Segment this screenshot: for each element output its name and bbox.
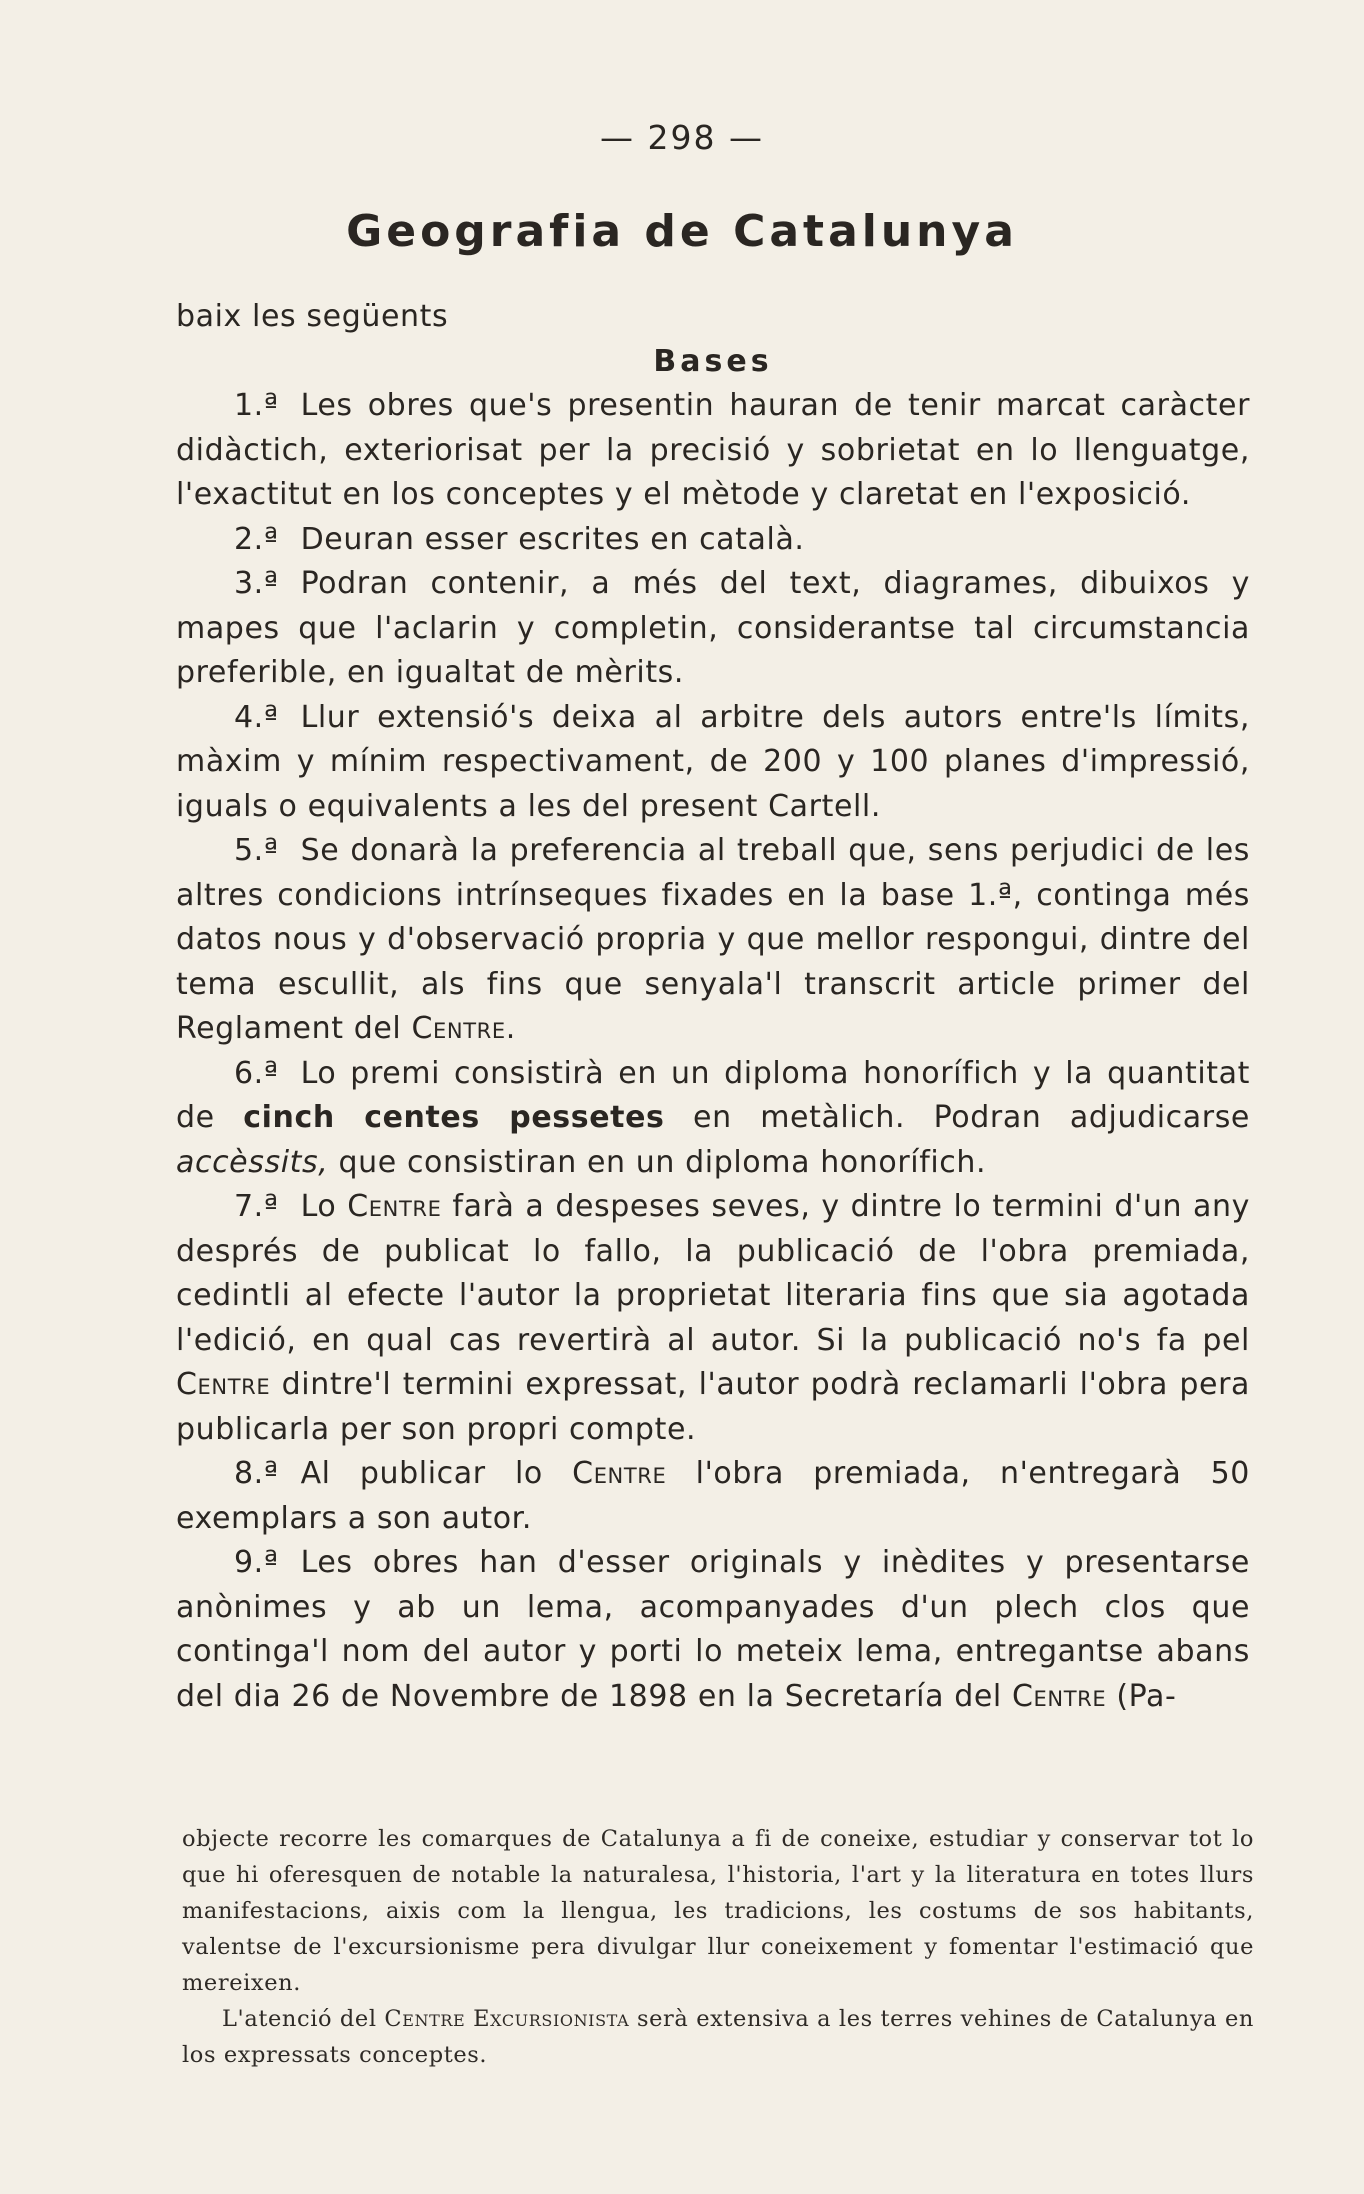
footnote-paragraph-1: objecte recorre les comarques de Catalunya a fi de coneixe, estudiar y conservar tot lo que hi oferesquen de notable la naturalesa, l'historia, l'art y la literatura en totes llurs manifestacions, aixis com la llengua, les tradicions, les costums de sos habitants, valentse de l'excursionisme pera divulgar llur coneixement y fomentar l'estimació que mereixen. xyxy=(182,1826,1254,1996)
article-text: Lo premi consistirà en un diploma honorífich y la quantitat de xyxy=(176,1055,1250,1135)
article-number: 6.ª xyxy=(234,1055,279,1091)
footnote xyxy=(182,1821,1254,2073)
article-5 xyxy=(176,829,1250,1052)
article-4 xyxy=(176,696,1250,830)
body-text xyxy=(176,295,1250,1719)
intro-line: baix les següents xyxy=(176,299,449,334)
article-2 xyxy=(176,518,1250,563)
article-text-end: dintre'l termini expressat, l'autor podrà reclamarli l'obra pera publicarla per son propri compte. xyxy=(176,1367,1250,1447)
article-7 xyxy=(176,1185,1250,1452)
article-text-mid: farà a despeses seves, y dintre lo termini d'un any després de publicat lo fallo, la publicació de l'obra premiada, cedintli al efecte l'autor la proprietat literaria fins que sia agotada l'edició, en qual cas revertirà al autor. Si la publicació no's fa pel xyxy=(176,1189,1250,1358)
centre-name: Centre xyxy=(1011,1678,1107,1714)
article-number: 4.ª xyxy=(234,699,279,735)
centre-name: Centre xyxy=(572,1456,667,1491)
accessits-term: accèssits, xyxy=(176,1144,329,1180)
organization-name: Centre Excursionista xyxy=(384,2006,630,2032)
article-text-end: . xyxy=(505,1011,516,1046)
article-text: Deuran esser escrites en català. xyxy=(300,521,805,557)
article-text-end: que consistiran en un diploma honorífich. xyxy=(328,1144,987,1180)
centre-name: Centre xyxy=(176,1367,271,1402)
article-text-end: l'obra premiada, n'entregarà 50 exemplars a son autor. xyxy=(176,1456,1250,1536)
article-text: Al publicar lo xyxy=(300,1456,573,1491)
footnote-paragraph-2 xyxy=(182,2001,1254,2073)
article-number: 9.ª xyxy=(234,1545,279,1580)
article-1 xyxy=(176,384,1250,518)
centre-name: Centre xyxy=(411,1011,506,1046)
article-text: Lo xyxy=(300,1189,348,1224)
footnote-text-end: serà extensiva a les terres vehines de Catalunya en los expressats conceptes. xyxy=(182,2006,1254,2068)
article-text-mid: en metàlich. Podran adjudicarse xyxy=(664,1100,1250,1135)
article-text: Les obres que's presentin hauran de tenir marcat caràcter didàctich, exteriorisat per la precisió y sobrietat en lo llenguatge, l'exactitut en los conceptes y el mètode y claretat en l'exposició. xyxy=(176,388,1250,512)
article-text: Llur extensió's deixa al arbitre dels autors entre'ls límits, màxim y mínim respectivament, de 200 y 100 planes d'impressió, iguals o equivalents a les del present Cartell. xyxy=(176,699,1250,824)
article-number: 7.ª xyxy=(234,1189,279,1224)
article-text: Se donarà la preferencia al treball que, sens perjudici de les altres condicions intrínseques fixades en la base 1.ª, continga més datos nous y d'observació propria y que mellor respongui, dintre del tema escullit, als fins que senyala'l transcrit article primer del Reglament del xyxy=(176,833,1250,1046)
centre-name: Centre xyxy=(347,1189,442,1224)
article-9 xyxy=(176,1541,1250,1719)
section-title: Bases xyxy=(653,343,773,379)
article-text: Podran contenir, a més del text, diagrames, dibuixos y mapes que l'aclarin y completin, considerantse tal circumstancia preferible, en igualtat de mèrits. xyxy=(176,566,1250,690)
article-text: Les obres han d'esser originals y inèdites y presentarse anònimes y ab un lema, acompanyades d'un plech clos que continga'l nom del autor y porti lo meteix lema, entregantse abans del dia 26 de Novembre de 1898 en la Secretaría del xyxy=(176,1545,1250,1714)
article-number: 3.ª xyxy=(234,566,279,601)
footnote-text: L'atenció del xyxy=(222,2006,385,2032)
article-number: 2.ª xyxy=(234,521,279,557)
running-title: Geografia de Catalunya xyxy=(346,206,1018,257)
page-number: — 298 — xyxy=(600,118,764,157)
article-text-end: (Pa- xyxy=(1106,1678,1177,1714)
article-number: 5.ª xyxy=(234,833,279,868)
article-8 xyxy=(176,1452,1250,1541)
article-6 xyxy=(176,1052,1250,1186)
article-number: 1.ª xyxy=(234,388,279,423)
article-3 xyxy=(176,562,1250,696)
article-number: 8.ª xyxy=(234,1456,279,1491)
prize-amount: cinch centes pessetes xyxy=(243,1100,665,1135)
